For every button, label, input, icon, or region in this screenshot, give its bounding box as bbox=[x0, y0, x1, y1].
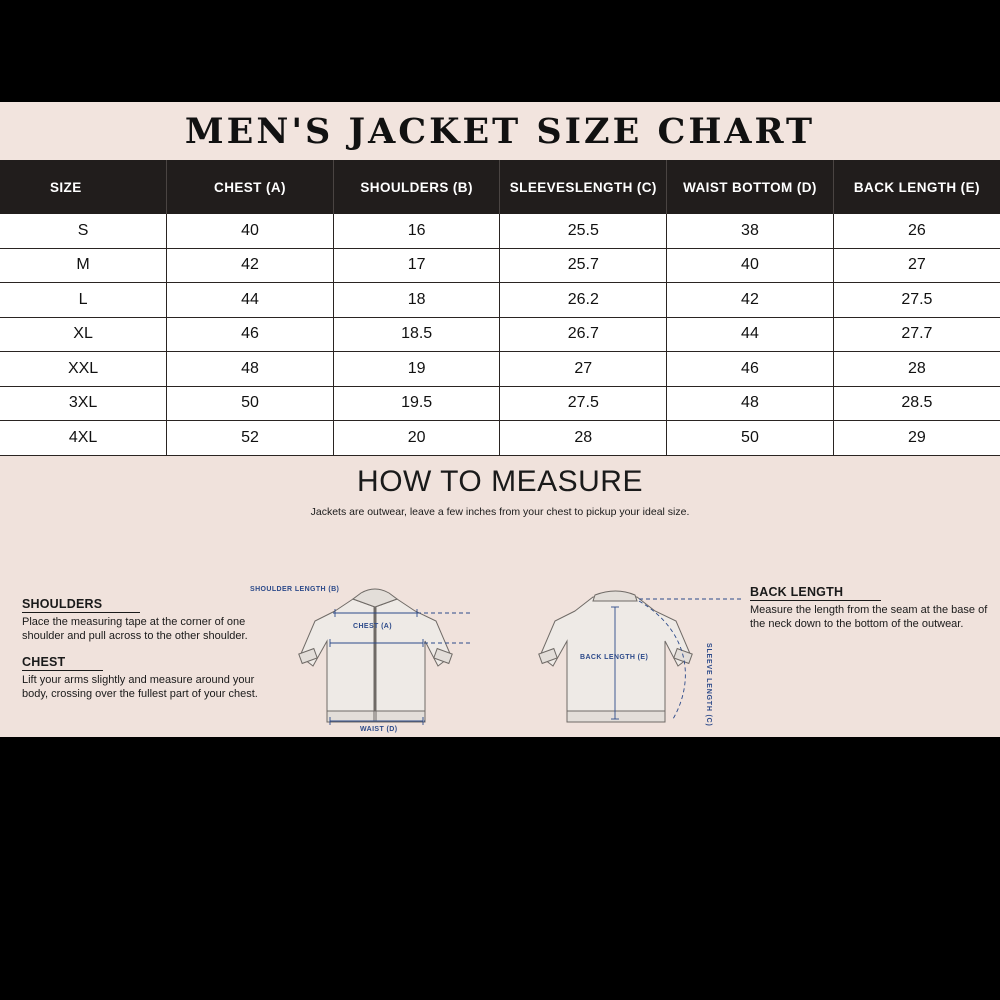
cell-back-length: 28.5 bbox=[833, 386, 1000, 421]
label-sleeve-length: SLEEVE LENGTH (C) bbox=[705, 642, 712, 727]
cell-waist-bottom: 44 bbox=[667, 317, 834, 352]
cell-sleeveslength: 25.5 bbox=[500, 214, 667, 248]
cell-shoulders: 18 bbox=[333, 283, 500, 318]
table-row bbox=[0, 283, 1000, 318]
cell-waist-bottom: 40 bbox=[667, 248, 834, 283]
note-back-length-body: Measure the length from the seam at the base of the neck down to the bottom of the outwear. bbox=[750, 603, 988, 630]
title-band bbox=[0, 102, 1000, 160]
note-shoulders-title: SHOULDERS bbox=[22, 596, 140, 613]
cell-back-length: 27.7 bbox=[833, 317, 1000, 352]
column-header-sleeveslength: SLEEVESLENGTH (C) bbox=[500, 160, 667, 214]
cell-sleeveslength: 27 bbox=[500, 352, 667, 387]
column-header-chest: CHEST (A) bbox=[167, 160, 334, 214]
cell-waist-bottom: 48 bbox=[667, 386, 834, 421]
label-waist: WAIST (D) bbox=[360, 725, 398, 733]
cell-chest: 52 bbox=[167, 421, 334, 456]
how-to-measure-section bbox=[0, 456, 1000, 739]
cell-shoulders: 18.5 bbox=[333, 317, 500, 352]
cell-sleeveslength: 27.5 bbox=[500, 386, 667, 421]
page-title: MEN'S JACKET SIZE CHART bbox=[184, 110, 816, 152]
label-chest: CHEST (A) bbox=[353, 622, 392, 630]
cell-back-length: 27 bbox=[833, 248, 1000, 283]
cell-waist-bottom: 50 bbox=[667, 421, 834, 456]
cell-chest: 42 bbox=[167, 248, 334, 283]
column-header-back-length: BACK LENGTH (E) bbox=[833, 160, 1000, 214]
note-chest-title: CHEST bbox=[22, 654, 103, 671]
table-header-row bbox=[0, 160, 1000, 214]
cell-chest: 48 bbox=[167, 352, 334, 387]
cell-sleeveslength: 26.2 bbox=[500, 283, 667, 318]
cell-shoulders: 16 bbox=[333, 214, 500, 248]
cell-back-length: 27.5 bbox=[833, 283, 1000, 318]
cell-chest: 40 bbox=[167, 214, 334, 248]
cell-sleeveslength: 26.7 bbox=[500, 317, 667, 352]
note-chest-body: Lift your arms slightly and measure around your body, crossing over the fullest part of your chest. bbox=[22, 673, 258, 700]
label-shoulder-length: SHOULDER LENGTH (B) bbox=[250, 585, 340, 593]
column-header-waist-bottom: WAIST BOTTOM (D) bbox=[667, 160, 834, 214]
label-back-length: BACK LENGTH (E) bbox=[580, 653, 649, 661]
cell-back-length: 28 bbox=[833, 352, 1000, 387]
jacket-diagrams bbox=[250, 571, 745, 736]
chart-content bbox=[0, 102, 1000, 737]
note-back-length-title: BACK LENGTH bbox=[750, 584, 881, 601]
table-row bbox=[0, 248, 1000, 283]
note-chest bbox=[22, 654, 272, 701]
how-to-measure-heading: HOW TO MEASURE bbox=[357, 464, 643, 498]
top-black-bar bbox=[0, 0, 1000, 102]
cell-size: M bbox=[0, 248, 167, 283]
cell-size: 3XL bbox=[0, 386, 167, 421]
cell-shoulders: 19 bbox=[333, 352, 500, 387]
column-header-size: SIZE bbox=[0, 160, 167, 214]
note-back-length bbox=[750, 584, 988, 631]
cell-shoulders: 17 bbox=[333, 248, 500, 283]
table-row bbox=[0, 421, 1000, 456]
table-row bbox=[0, 352, 1000, 387]
table-head bbox=[0, 160, 1000, 214]
cell-shoulders: 20 bbox=[333, 421, 500, 456]
cell-size: L bbox=[0, 283, 167, 318]
cell-chest: 50 bbox=[167, 386, 334, 421]
table-row bbox=[0, 317, 1000, 352]
cell-size: 4XL bbox=[0, 421, 167, 456]
table-body bbox=[0, 214, 1000, 455]
cell-size: XL bbox=[0, 317, 167, 352]
note-shoulders-body: Place the measuring tape at the corner of one shoulder and pull across to the other shoulder. bbox=[22, 615, 248, 642]
cell-back-length: 26 bbox=[833, 214, 1000, 248]
cell-sleeveslength: 25.7 bbox=[500, 248, 667, 283]
table-row bbox=[0, 386, 1000, 421]
cell-chest: 44 bbox=[167, 283, 334, 318]
bottom-black-bar bbox=[0, 737, 1000, 1000]
size-chart-table bbox=[0, 160, 1000, 456]
front-jacket-illustration bbox=[299, 589, 452, 722]
cell-chest: 46 bbox=[167, 317, 334, 352]
cell-size: XXL bbox=[0, 352, 167, 387]
cell-back-length: 29 bbox=[833, 421, 1000, 456]
note-shoulders bbox=[22, 596, 272, 643]
jacket-diagram-svg bbox=[275, 571, 745, 736]
table-row bbox=[0, 214, 1000, 248]
column-header-shoulders: SHOULDERS (B) bbox=[333, 160, 500, 214]
cell-waist-bottom: 42 bbox=[667, 283, 834, 318]
cell-sleeveslength: 28 bbox=[500, 421, 667, 456]
cell-size: S bbox=[0, 214, 167, 248]
cell-waist-bottom: 38 bbox=[667, 214, 834, 248]
how-to-measure-subheading: Jackets are outwear, leave a few inches from your chest to pickup your ideal size. bbox=[310, 505, 690, 518]
cell-shoulders: 19.5 bbox=[333, 386, 500, 421]
cell-waist-bottom: 46 bbox=[667, 352, 834, 387]
